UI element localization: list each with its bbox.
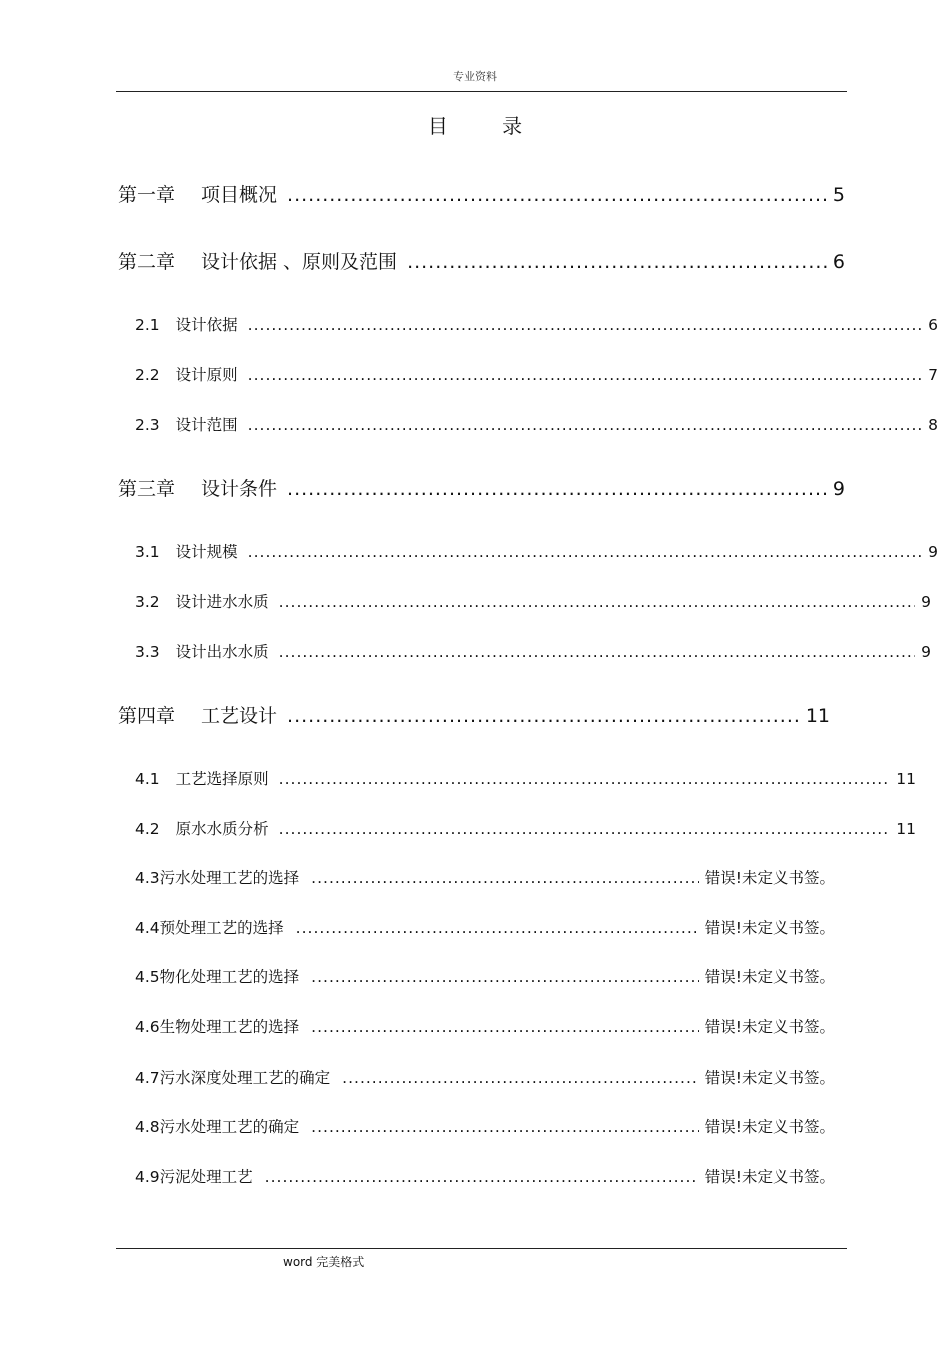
toc-entry-page: 8 <box>928 416 938 434</box>
toc-entry-page: 11 <box>805 705 830 727</box>
toc-entry-section-4-5[interactable] <box>135 965 835 987</box>
toc-entry-number: 4.8 <box>135 1118 160 1136</box>
toc-leader-dots <box>248 366 922 384</box>
toc-entry-section-4-2[interactable] <box>135 817 916 839</box>
toc-entry-page: 错误!未定义书签。 <box>704 968 835 986</box>
toc-entry-page: 错误!未定义书签。 <box>704 1168 835 1186</box>
toc-entry-label: 设计原则 <box>175 366 238 384</box>
toc-entry-label: 设计依据 、原则及范围 <box>201 251 398 273</box>
toc-entry-label: 物化处理工艺的选择 <box>159 968 300 986</box>
toc-title: 目 录 <box>427 114 547 138</box>
toc-entry-section-4-8[interactable] <box>135 1115 835 1137</box>
toc-entry-section-4-1[interactable] <box>135 767 916 789</box>
toc-entry-number: 2.3 <box>135 416 160 434</box>
toc-entry-page: 错误!未定义书签。 <box>704 919 835 937</box>
toc-entry-number: 4.3 <box>135 869 160 887</box>
toc-entry-section-3-1[interactable] <box>135 540 938 562</box>
toc-entry-number: 4.9 <box>135 1168 160 1186</box>
toc-entry-label: 生物处理工艺的选择 <box>159 1018 300 1036</box>
toc-entry-label: 设计进水水质 <box>175 593 269 611</box>
header-rule <box>116 91 847 92</box>
toc-entry-chapter-1[interactable] <box>118 180 845 207</box>
toc-leader-dots <box>265 1168 699 1186</box>
toc-entry-label: 设计规模 <box>175 543 238 561</box>
toc-leader-dots <box>248 416 922 434</box>
toc-leader-dots <box>248 543 922 561</box>
toc-entry-page: 11 <box>896 820 916 838</box>
toc-entry-number: 2.1 <box>135 316 160 334</box>
toc-entry-label: 设计出水水质 <box>175 643 269 661</box>
toc-entry-number: 4.1 <box>135 770 160 788</box>
toc-entry-label: 污泥处理工艺 <box>159 1168 253 1186</box>
toc-entry-number: 4.5 <box>135 968 160 986</box>
toc-leader-dots <box>279 820 891 838</box>
toc-entry-page: 5 <box>832 184 845 206</box>
toc-entry-number: 3.3 <box>135 643 160 661</box>
toc-entry-section-3-2[interactable] <box>135 590 931 612</box>
toc-entry-label: 污水处理工艺的确定 <box>159 1118 300 1136</box>
toc-entry-label: 工艺设计 <box>201 705 278 727</box>
toc-entry-page: 7 <box>928 366 938 384</box>
toc-entry-label: 设计依据 <box>175 316 238 334</box>
toc-entry-page: 9 <box>921 643 931 661</box>
toc-entry-page: 9 <box>928 543 938 561</box>
toc-entry-label: 污水深度处理工艺的确定 <box>159 1069 331 1087</box>
toc-entry-page: 9 <box>921 593 931 611</box>
toc-leader-dots <box>287 705 800 727</box>
toc-entry-number: 4.7 <box>135 1069 160 1087</box>
toc-leader-dots <box>311 968 699 986</box>
toc-leader-dots <box>279 770 891 788</box>
toc-entry-section-4-4[interactable] <box>135 916 835 938</box>
toc-entry-label: 污水处理工艺的选择 <box>159 869 300 887</box>
toc-leader-dots <box>279 593 915 611</box>
toc-leader-dots <box>407 251 827 273</box>
page-header: 专业资料 <box>453 70 497 83</box>
toc-entry-section-4-7[interactable] <box>135 1066 835 1088</box>
toc-entry-section-2-1[interactable] <box>135 313 938 335</box>
page-footer: word 完美格式 <box>283 1255 365 1269</box>
toc-entry-chapter-3[interactable] <box>118 474 845 501</box>
toc-entry-number: 4.4 <box>135 919 160 937</box>
toc-entry-page: 错误!未定义书签。 <box>704 869 835 887</box>
toc-entry-section-2-3[interactable] <box>135 413 938 435</box>
toc-entry-number: 3.1 <box>135 543 160 561</box>
toc-entry-page: 错误!未定义书签。 <box>704 1018 835 1036</box>
toc-entry-page: 6 <box>928 316 938 334</box>
toc-leader-dots <box>311 1018 699 1036</box>
toc-entry-page: 错误!未定义书签。 <box>704 1118 835 1136</box>
toc-leader-dots <box>287 184 827 206</box>
toc-leader-dots <box>248 316 922 334</box>
toc-entry-section-4-6[interactable] <box>135 1015 835 1037</box>
toc-entry-page: 6 <box>832 251 845 273</box>
toc-entry-number: 第四章 <box>118 705 176 727</box>
toc-entry-section-4-9[interactable] <box>135 1165 835 1187</box>
toc-leader-dots <box>342 1069 699 1087</box>
toc-entry-label: 原水水质分析 <box>175 820 269 838</box>
toc-entry-label: 设计条件 <box>201 478 278 500</box>
footer-rule <box>116 1248 847 1249</box>
toc-entry-number: 第二章 <box>118 251 176 273</box>
toc-leader-dots <box>296 919 699 937</box>
toc-entry-number: 第一章 <box>118 184 176 206</box>
toc-entry-section-3-3[interactable] <box>135 640 931 662</box>
toc-entry-chapter-4[interactable] <box>118 701 830 728</box>
toc-entry-number: 4.6 <box>135 1018 160 1036</box>
toc-entry-number: 3.2 <box>135 593 160 611</box>
toc-entry-label: 预处理工艺的选择 <box>159 919 284 937</box>
toc-entry-page: 11 <box>896 770 916 788</box>
toc-entry-label: 项目概况 <box>201 184 278 206</box>
toc-entry-page: 错误!未定义书签。 <box>704 1069 835 1087</box>
toc-leader-dots <box>287 478 827 500</box>
toc-entry-number: 4.2 <box>135 820 160 838</box>
toc-entry-label: 工艺选择原则 <box>175 770 269 788</box>
toc-leader-dots <box>311 1118 699 1136</box>
toc-entry-label: 设计范围 <box>175 416 238 434</box>
toc-entry-page: 9 <box>832 478 845 500</box>
toc-entry-number: 2.2 <box>135 366 160 384</box>
toc-entry-number: 第三章 <box>118 478 176 500</box>
toc-leader-dots <box>311 869 699 887</box>
toc-entry-chapter-2[interactable] <box>118 247 845 274</box>
toc-leader-dots <box>279 643 915 661</box>
toc-entry-section-2-2[interactable] <box>135 363 938 385</box>
toc-entry-section-4-3[interactable] <box>135 866 835 888</box>
